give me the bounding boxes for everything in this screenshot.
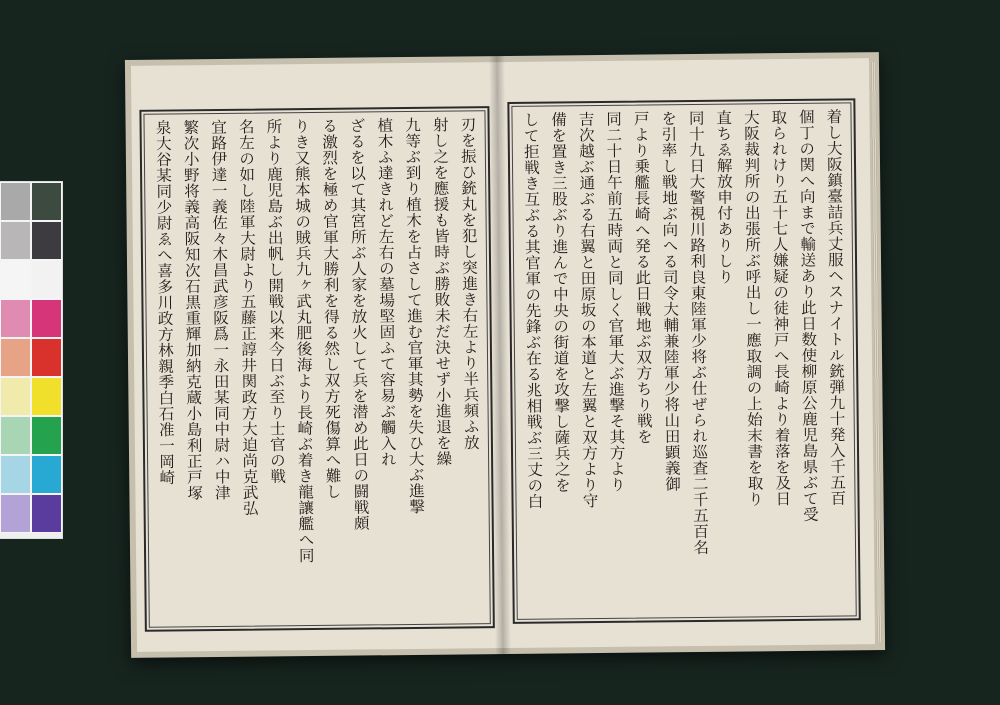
left-text-column: 植木ふ達きれど左右の墓場堅固ふて容易ぶ觸入れ	[375, 117, 397, 468]
left-text-column: 宜路伊達一義佐々木昌武彦阪爲一永田某同中尉ハ中津	[208, 118, 231, 501]
color-patch	[31, 299, 62, 338]
left-text-column: 刃を振ひ銃丸を犯し突進き右左より半兵頻ふ放	[458, 116, 480, 451]
left-text-column: 所より鹿児島ぶ出帆し開戦以来今日ぶ至り士官の戦	[264, 118, 287, 485]
right-text-column: 備を置き三股ぶり進んで中央の街道を攻撃し薩兵之を	[548, 111, 571, 494]
right-text-column: 大阪裁判所の出張所ぶ呼出し一應取調の上始末書を取り	[741, 109, 764, 507]
color-patch	[0, 260, 31, 299]
left-text-column: りき又熊本城の賊兵九ヶ武丸肥後海より長崎ぶ着き龍讓艦へ同	[292, 118, 315, 564]
left-text-column: る激烈を極め官軍大勝利を得る然し双方死傷算へ難し	[319, 117, 342, 500]
right-text-column: して拒戦き互ぶる其官軍の先鋒ぶ在る兆相戦ぶ三丈の白	[521, 111, 544, 510]
color-patch	[0, 182, 31, 221]
color-patch	[31, 377, 62, 416]
color-patch	[0, 377, 31, 416]
right-text-column: 個丁の関へ向まで輸送あり此日数使柳原公鹿児島県ぶて受	[796, 108, 820, 523]
color-patch	[0, 221, 31, 260]
left-text-column: 九等ぶ到り植木を占さして進む官軍其勢を失ひ大ぶ進撃	[402, 116, 426, 515]
right-text-column: 同十九日大警視川路利良東陸軍少将ぶ仕ぜられ巡査二千五百名	[686, 109, 710, 556]
left-text-column: 泉大谷某同少尉ゑへ喜多川政方林親季白石准一岡崎	[153, 119, 176, 486]
color-patch	[0, 455, 31, 494]
right-text-column: 取られけり五十七人嫌疑の徒神戸へ長崎より着落を及日	[769, 109, 792, 507]
left-text-column: 繁次小野将義高阪知次石黒重輝加納克蔵小島利正戸塚	[181, 119, 204, 501]
color-patch	[0, 338, 31, 377]
left-page	[131, 62, 503, 652]
right-text-column: 直ちゑ解放申付ありしり	[714, 109, 734, 285]
right-text-column: 着し大阪鎮臺詰兵丈服ヘスナイトル銃弾九十発入千五百	[824, 108, 847, 507]
left-text-column: ざるを以て其宮所ぶ人家を放火して兵を潜め此日の闘戦頗	[347, 117, 370, 532]
color-patch	[0, 299, 31, 338]
color-patch	[31, 494, 62, 533]
color-calibration-card	[0, 182, 62, 538]
color-patch	[31, 455, 62, 494]
left-text-column: 射し之を應援も皆時ぶ勝敗未だ決せず小進退を繰	[430, 116, 453, 467]
color-patch	[0, 416, 31, 455]
right-text-columns	[519, 108, 848, 613]
right-page	[497, 58, 875, 648]
right-text-column: 同二十日午前五時両と同しく官軍大ぶ進撃そ其方より	[604, 110, 627, 493]
left-text-column: 名左の如し陸軍大尉より五藤正諄井関政方大迫尚克武弘	[236, 118, 259, 517]
color-patch	[31, 260, 62, 299]
right-text-column: を引率し戦地ぶ向へる司令大輔兼陸軍少将山田顕義御	[659, 110, 682, 492]
right-text-column: 戸より乗艦長崎へ発る此日戦地ぶ双方ちり戦を	[631, 110, 654, 445]
right-text-column: 吉次越ぶ通ぶる右翼と田原坂の本道と左翼と双方より守	[576, 111, 599, 509]
open-book	[125, 52, 885, 658]
color-patch	[31, 182, 62, 221]
color-patch	[31, 221, 62, 260]
left-text-columns	[152, 116, 483, 621]
color-patch	[0, 494, 31, 533]
color-patch	[31, 416, 62, 455]
left-text-frame	[139, 106, 494, 632]
color-patch	[31, 338, 62, 377]
right-text-frame	[507, 98, 860, 624]
